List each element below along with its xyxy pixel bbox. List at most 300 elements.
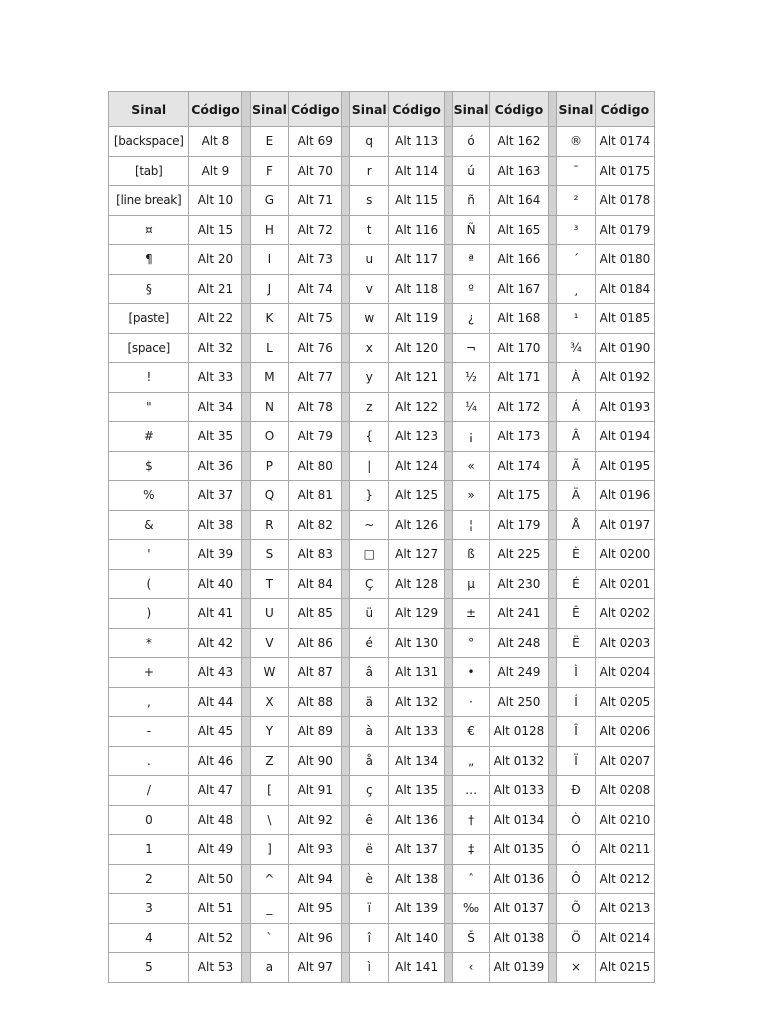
column-separator — [342, 216, 350, 246]
column-separator — [445, 540, 453, 570]
codigo-cell: Alt 47 — [189, 776, 242, 806]
sinal-cell: | — [350, 452, 389, 482]
codigo-cell: Alt 225 — [490, 540, 549, 570]
column-separator — [549, 216, 557, 246]
codigo-cell: Alt 134 — [389, 747, 445, 777]
sinal-cell: ® — [557, 127, 596, 157]
codigo-cell: Alt 93 — [289, 835, 342, 865]
sinal-cell: Õ — [557, 894, 596, 924]
sinal-cell: O — [251, 422, 290, 452]
codigo-cell: Alt 128 — [389, 570, 445, 600]
column-separator — [342, 363, 350, 393]
table-row — [109, 776, 655, 806]
column-separator — [242, 924, 250, 954]
sinal-cell: Ë — [557, 629, 596, 659]
table-row — [109, 688, 655, 718]
codigo-cell: Alt 48 — [189, 806, 242, 836]
codigo-cell: Alt 123 — [389, 422, 445, 452]
column-separator — [242, 92, 250, 127]
column-separator — [445, 570, 453, 600]
codigo-cell: Alt 179 — [490, 511, 549, 541]
sinal-cell: Ð — [557, 776, 596, 806]
table-row — [109, 157, 655, 187]
column-separator — [445, 688, 453, 718]
codigo-cell: Alt 0200 — [596, 540, 655, 570]
codigo-cell: Alt 80 — [289, 452, 342, 482]
column-separator — [342, 776, 350, 806]
sinal-cell: „ — [453, 747, 490, 777]
column-separator — [549, 570, 557, 600]
sinal-cell: + — [109, 658, 189, 688]
sinal-cell: r — [350, 157, 389, 187]
sinal-cell: [tab] — [109, 157, 189, 187]
codigo-cell: Alt 0185 — [596, 304, 655, 334]
column-separator — [242, 717, 250, 747]
codigo-cell: Alt 0134 — [490, 806, 549, 836]
column-separator — [549, 363, 557, 393]
codigo-cell: Alt 133 — [389, 717, 445, 747]
column-separator — [445, 599, 453, 629]
sinal-cell: - — [109, 717, 189, 747]
codigo-cell: Alt 20 — [189, 245, 242, 275]
sinal-cell: ¬ — [453, 334, 490, 364]
codigo-cell: Alt 10 — [189, 186, 242, 216]
column-separator — [342, 953, 350, 983]
table-row — [109, 717, 655, 747]
sinal-cell: é — [350, 629, 389, 659]
codigo-cell: Alt 0137 — [490, 894, 549, 924]
column-separator — [445, 481, 453, 511]
codigo-cell: Alt 81 — [289, 481, 342, 511]
codigo-cell: Alt 49 — [189, 835, 242, 865]
codigo-cell: Alt 32 — [189, 334, 242, 364]
sinal-cell: Q — [251, 481, 290, 511]
codigo-cell: Alt 136 — [389, 806, 445, 836]
sinal-cell: V — [251, 629, 290, 659]
codigo-cell: Alt 92 — [289, 806, 342, 836]
sinal-cell: 5 — [109, 953, 189, 983]
codigo-cell: Alt 86 — [289, 629, 342, 659]
sinal-cell: ^ — [251, 865, 290, 895]
sinal-cell: Š — [453, 924, 490, 954]
sinal-cell: Å — [557, 511, 596, 541]
column-separator — [342, 422, 350, 452]
column-separator — [445, 334, 453, 364]
sinal-cell: € — [453, 717, 490, 747]
sinal-cell: ì — [350, 953, 389, 983]
column-separator — [445, 629, 453, 659]
codigo-cell: Alt 0178 — [596, 186, 655, 216]
column-separator — [342, 304, 350, 334]
sinal-cell: % — [109, 481, 189, 511]
column-separator — [242, 511, 250, 541]
column-separator — [342, 511, 350, 541]
codigo-cell: Alt 0211 — [596, 835, 655, 865]
sinal-cell: [backspace] — [109, 127, 189, 157]
codigo-cell: Alt 22 — [189, 304, 242, 334]
sinal-cell: « — [453, 452, 490, 482]
codigo-cell: Alt 53 — [189, 953, 242, 983]
codigo-cell: Alt 124 — [389, 452, 445, 482]
sinal-cell: , — [109, 688, 189, 718]
sinal-cell: ¶ — [109, 245, 189, 275]
sinal-cell: w — [350, 304, 389, 334]
codigo-cell: Alt 162 — [490, 127, 549, 157]
column-separator — [342, 570, 350, 600]
column-separator — [549, 865, 557, 895]
codigo-cell: Alt 83 — [289, 540, 342, 570]
codigo-cell: Alt 44 — [189, 688, 242, 718]
column-separator — [242, 835, 250, 865]
column-separator — [445, 865, 453, 895]
codigo-cell: Alt 78 — [289, 393, 342, 423]
table-row — [109, 658, 655, 688]
codigo-cell: Alt 69 — [289, 127, 342, 157]
sinal-cell: } — [350, 481, 389, 511]
sinal-cell: ‹ — [453, 953, 490, 983]
column-separator — [549, 511, 557, 541]
sinal-cell: ± — [453, 599, 490, 629]
sinal-cell: * — [109, 629, 189, 659]
sinal-cell: ! — [109, 363, 189, 393]
sinal-cell: ( — [109, 570, 189, 600]
sinal-cell: Â — [557, 422, 596, 452]
header-codigo: Código — [490, 92, 549, 127]
codigo-cell: Alt 73 — [289, 245, 342, 275]
codigo-cell: Alt 127 — [389, 540, 445, 570]
sinal-cell: $ — [109, 452, 189, 482]
column-separator — [445, 747, 453, 777]
column-separator — [242, 688, 250, 718]
codigo-cell: Alt 138 — [389, 865, 445, 895]
sinal-cell: P — [251, 452, 290, 482]
sinal-cell: ³ — [557, 216, 596, 246]
column-separator — [445, 806, 453, 836]
column-separator — [242, 157, 250, 187]
codigo-cell: Alt 0128 — [490, 717, 549, 747]
header-sinal: Sinal — [109, 92, 189, 127]
column-separator — [445, 452, 453, 482]
codigo-cell: Alt 72 — [289, 216, 342, 246]
sinal-cell: R — [251, 511, 290, 541]
sinal-cell: [line break] — [109, 186, 189, 216]
column-separator — [242, 127, 250, 157]
codigo-cell: Alt 129 — [389, 599, 445, 629]
header-codigo: Código — [289, 92, 342, 127]
column-separator — [549, 717, 557, 747]
codigo-cell: Alt 0203 — [596, 629, 655, 659]
sinal-cell: † — [453, 806, 490, 836]
column-separator — [242, 422, 250, 452]
sinal-cell: É — [557, 570, 596, 600]
table-body — [109, 127, 655, 983]
sinal-cell: Î — [557, 717, 596, 747]
codigo-cell: Alt 125 — [389, 481, 445, 511]
column-separator — [242, 776, 250, 806]
column-separator — [342, 658, 350, 688]
sinal-cell: ñ — [453, 186, 490, 216]
sinal-cell: z — [350, 393, 389, 423]
table-row — [109, 393, 655, 423]
sinal-cell: Ï — [557, 747, 596, 777]
codigo-cell: Alt 43 — [189, 658, 242, 688]
column-separator — [242, 570, 250, 600]
column-separator — [549, 806, 557, 836]
header-codigo: Código — [189, 92, 242, 127]
sinal-cell: § — [109, 275, 189, 305]
column-separator — [549, 953, 557, 983]
codigo-cell: Alt 0139 — [490, 953, 549, 983]
column-separator — [549, 835, 557, 865]
sinal-cell: å — [350, 747, 389, 777]
codigo-cell: Alt 241 — [490, 599, 549, 629]
column-separator — [445, 216, 453, 246]
sinal-cell: s — [350, 186, 389, 216]
column-separator — [549, 894, 557, 924]
sinal-cell: Ò — [557, 806, 596, 836]
sinal-cell: ï — [350, 894, 389, 924]
column-separator — [445, 186, 453, 216]
codigo-cell: Alt 163 — [490, 157, 549, 187]
sinal-cell: ç — [350, 776, 389, 806]
table-row — [109, 924, 655, 954]
column-separator — [549, 275, 557, 305]
sinal-cell: è — [350, 865, 389, 895]
column-separator — [342, 186, 350, 216]
column-separator — [242, 481, 250, 511]
codigo-cell: Alt 230 — [490, 570, 549, 600]
codigo-cell: Alt 0207 — [596, 747, 655, 777]
sinal-cell: × — [557, 953, 596, 983]
codigo-cell: Alt 0184 — [596, 275, 655, 305]
table-row — [109, 865, 655, 895]
sinal-cell: X — [251, 688, 290, 718]
codigo-cell: Alt 116 — [389, 216, 445, 246]
column-separator — [342, 599, 350, 629]
codigo-cell: Alt 141 — [389, 953, 445, 983]
sinal-cell: Ô — [557, 865, 596, 895]
codigo-cell: Alt 174 — [490, 452, 549, 482]
sinal-cell: W — [251, 658, 290, 688]
column-separator — [445, 422, 453, 452]
codigo-cell: Alt 33 — [189, 363, 242, 393]
sinal-cell: { — [350, 422, 389, 452]
sinal-cell: F — [251, 157, 290, 187]
codigo-cell: Alt 91 — [289, 776, 342, 806]
column-separator — [342, 127, 350, 157]
table-row — [109, 894, 655, 924]
codigo-cell: Alt 139 — [389, 894, 445, 924]
column-separator — [445, 393, 453, 423]
sinal-cell: □ — [350, 540, 389, 570]
table-row — [109, 481, 655, 511]
table-row — [109, 540, 655, 570]
codigo-cell: Alt 0201 — [596, 570, 655, 600]
codigo-cell: Alt 0204 — [596, 658, 655, 688]
table-row — [109, 186, 655, 216]
codigo-cell: Alt 39 — [189, 540, 242, 570]
column-separator — [549, 658, 557, 688]
codigo-cell: Alt 0208 — [596, 776, 655, 806]
sinal-cell: ´ — [557, 245, 596, 275]
column-separator — [549, 540, 557, 570]
codigo-cell: Alt 45 — [189, 717, 242, 747]
sinal-cell: î — [350, 924, 389, 954]
sinal-cell: ~ — [350, 511, 389, 541]
codigo-cell: Alt 75 — [289, 304, 342, 334]
sinal-cell: K — [251, 304, 290, 334]
codigo-cell: Alt 0192 — [596, 363, 655, 393]
sinal-cell: ‡ — [453, 835, 490, 865]
table-row — [109, 747, 655, 777]
sinal-cell: Í — [557, 688, 596, 718]
column-separator — [445, 776, 453, 806]
sinal-cell: _ — [251, 894, 290, 924]
column-separator — [242, 334, 250, 364]
sinal-cell: ½ — [453, 363, 490, 393]
sinal-cell: J — [251, 275, 290, 305]
header-sinal: Sinal — [453, 92, 490, 127]
codigo-cell: Alt 0194 — [596, 422, 655, 452]
column-separator — [549, 422, 557, 452]
codigo-cell: Alt 51 — [189, 894, 242, 924]
codigo-cell: Alt 248 — [490, 629, 549, 659]
sinal-cell: ¿ — [453, 304, 490, 334]
codigo-cell: Alt 76 — [289, 334, 342, 364]
column-separator — [342, 393, 350, 423]
column-separator — [242, 865, 250, 895]
column-separator — [242, 658, 250, 688]
column-separator — [342, 157, 350, 187]
column-separator — [242, 275, 250, 305]
sinal-cell: È — [557, 540, 596, 570]
column-separator — [445, 157, 453, 187]
codigo-cell: Alt 130 — [389, 629, 445, 659]
codigo-cell: Alt 135 — [389, 776, 445, 806]
codigo-cell: Alt 52 — [189, 924, 242, 954]
codigo-cell: Alt 0195 — [596, 452, 655, 482]
sinal-cell: Ñ — [453, 216, 490, 246]
codigo-cell: Alt 250 — [490, 688, 549, 718]
codigo-cell: Alt 115 — [389, 186, 445, 216]
sinal-cell: ' — [109, 540, 189, 570]
codigo-cell: Alt 0193 — [596, 393, 655, 423]
sinal-cell: H — [251, 216, 290, 246]
column-separator — [549, 599, 557, 629]
column-separator — [549, 924, 557, 954]
sinal-cell: ¾ — [557, 334, 596, 364]
codigo-cell: Alt 119 — [389, 304, 445, 334]
column-separator — [549, 629, 557, 659]
codigo-cell: Alt 41 — [189, 599, 242, 629]
codigo-cell: Alt 249 — [490, 658, 549, 688]
column-separator — [342, 540, 350, 570]
sinal-cell: # — [109, 422, 189, 452]
column-separator — [445, 363, 453, 393]
sinal-cell: ü — [350, 599, 389, 629]
sinal-cell: 4 — [109, 924, 189, 954]
table-row — [109, 334, 655, 364]
sinal-cell: µ — [453, 570, 490, 600]
sinal-cell: ª — [453, 245, 490, 275]
codigo-cell: Alt 164 — [490, 186, 549, 216]
sinal-cell: ¯ — [557, 157, 596, 187]
sinal-cell: Ê — [557, 599, 596, 629]
column-separator — [242, 216, 250, 246]
column-separator — [342, 747, 350, 777]
column-separator — [242, 629, 250, 659]
sinal-cell: [ — [251, 776, 290, 806]
codigo-cell: Alt 94 — [289, 865, 342, 895]
column-separator — [445, 127, 453, 157]
column-separator — [242, 747, 250, 777]
codigo-cell: Alt 70 — [289, 157, 342, 187]
column-separator — [549, 245, 557, 275]
codigo-cell: Alt 117 — [389, 245, 445, 275]
codigo-cell: Alt 137 — [389, 835, 445, 865]
codigo-cell: Alt 0180 — [596, 245, 655, 275]
column-separator — [445, 924, 453, 954]
codigo-cell: Alt 173 — [490, 422, 549, 452]
codigo-cell: Alt 89 — [289, 717, 342, 747]
codigo-cell: Alt 168 — [490, 304, 549, 334]
codigo-cell: Alt 170 — [490, 334, 549, 364]
header-codigo: Código — [596, 92, 655, 127]
column-separator — [549, 481, 557, 511]
column-separator — [342, 452, 350, 482]
sinal-cell: 1 — [109, 835, 189, 865]
column-separator — [549, 393, 557, 423]
sinal-cell: E — [251, 127, 290, 157]
column-separator — [242, 599, 250, 629]
column-separator — [242, 393, 250, 423]
column-separator — [242, 452, 250, 482]
codigo-cell: Alt 0190 — [596, 334, 655, 364]
codigo-cell: Alt 40 — [189, 570, 242, 600]
sinal-cell: " — [109, 393, 189, 423]
codigo-cell: Alt 175 — [490, 481, 549, 511]
sinal-cell: ˆ — [453, 865, 490, 895]
column-separator — [242, 806, 250, 836]
sinal-cell: x — [350, 334, 389, 364]
column-separator — [342, 92, 350, 127]
codigo-cell: Alt 172 — [490, 393, 549, 423]
sinal-cell: ¹ — [557, 304, 596, 334]
codigo-cell: Alt 0196 — [596, 481, 655, 511]
codigo-cell: Alt 36 — [189, 452, 242, 482]
codigo-cell: Alt 0174 — [596, 127, 655, 157]
codigo-cell: Alt 140 — [389, 924, 445, 954]
codigo-cell: Alt 9 — [189, 157, 242, 187]
sinal-cell: N — [251, 393, 290, 423]
codigo-cell: Alt 46 — [189, 747, 242, 777]
sinal-cell: S — [251, 540, 290, 570]
codigo-cell: Alt 34 — [189, 393, 242, 423]
sinal-cell: ê — [350, 806, 389, 836]
codigo-cell: Alt 0133 — [490, 776, 549, 806]
codigo-cell: Alt 0210 — [596, 806, 655, 836]
sinal-cell: ¡ — [453, 422, 490, 452]
sinal-cell: À — [557, 363, 596, 393]
sinal-cell: M — [251, 363, 290, 393]
codigo-cell: Alt 113 — [389, 127, 445, 157]
column-separator — [242, 363, 250, 393]
codigo-cell: Alt 0215 — [596, 953, 655, 983]
column-separator — [549, 186, 557, 216]
codigo-cell: Alt 88 — [289, 688, 342, 718]
column-separator — [549, 334, 557, 364]
column-separator — [242, 186, 250, 216]
